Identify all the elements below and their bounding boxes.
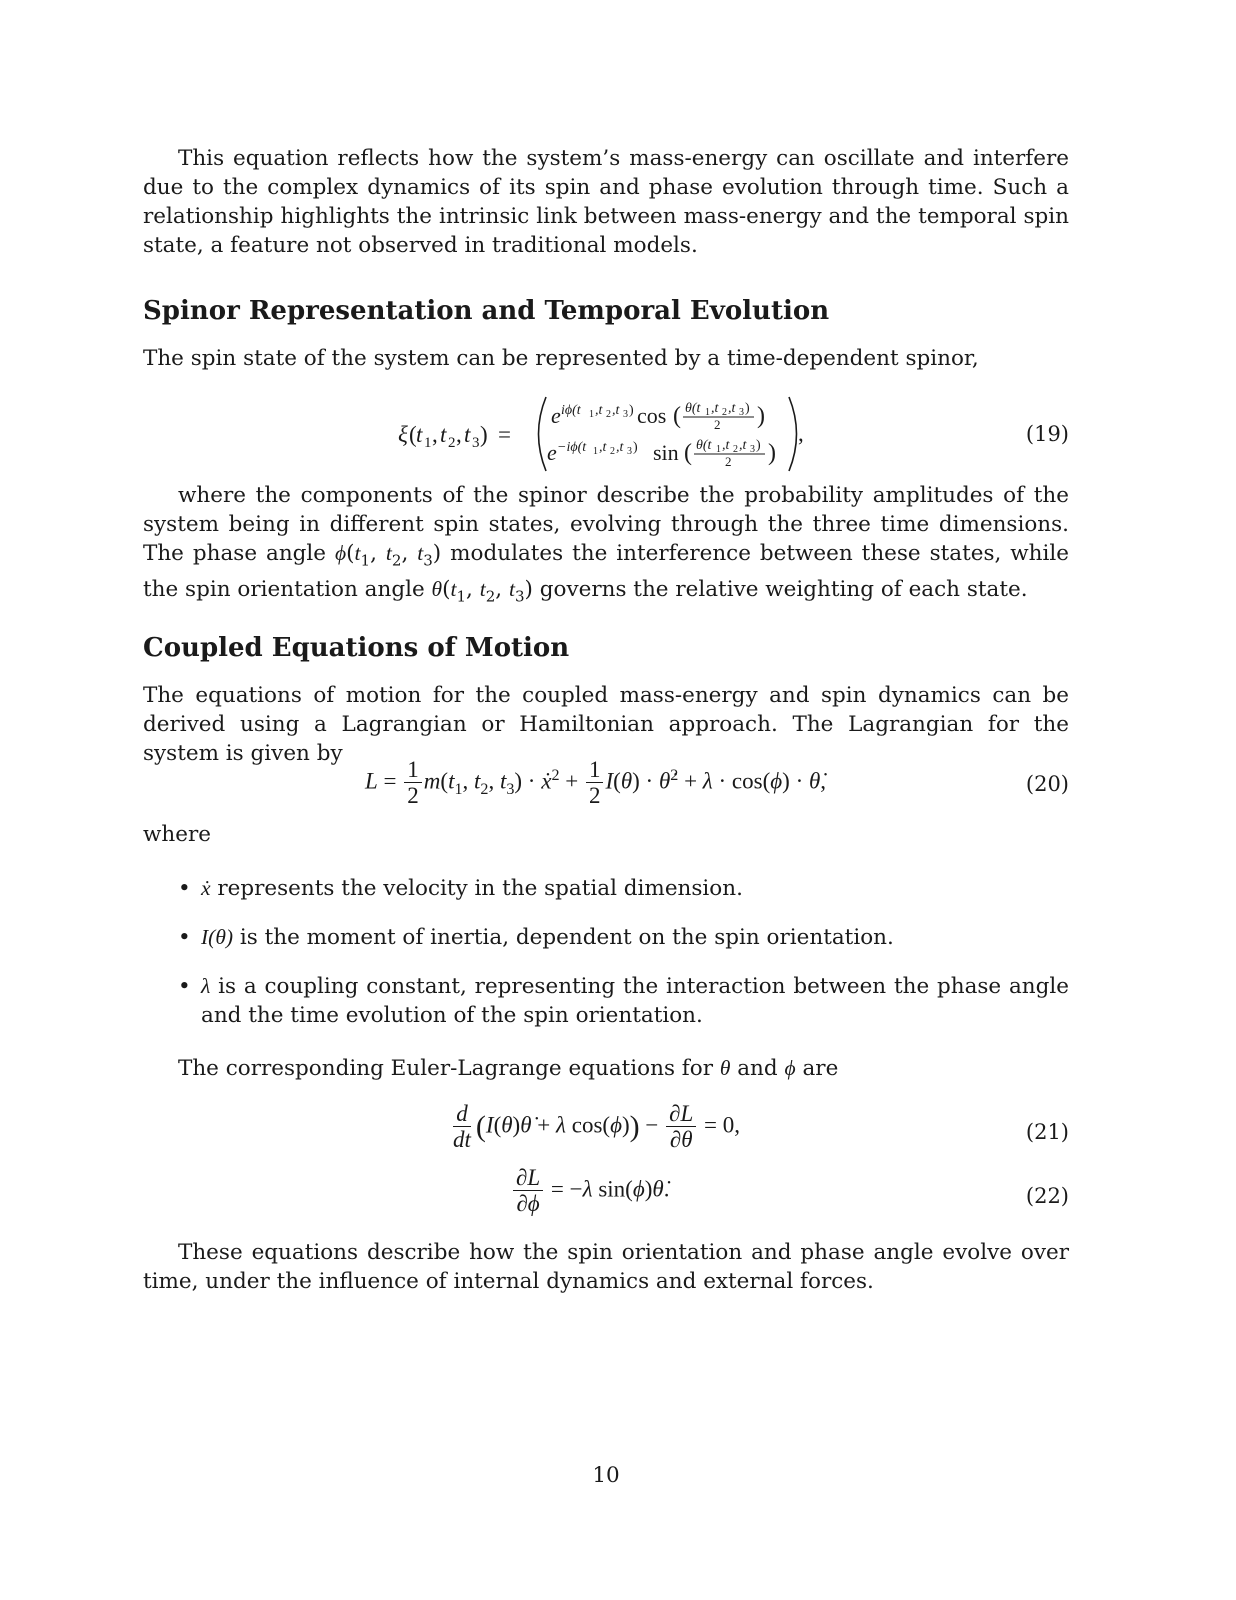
svg-text:1: 1 <box>716 444 721 455</box>
equation-21 <box>143 1102 1069 1162</box>
svg-text:t: t <box>440 422 447 447</box>
svg-text:): ) <box>480 422 488 447</box>
svg-text:3: 3 <box>627 446 632 457</box>
bullet-icon: • <box>178 876 191 901</box>
svg-text:,t: ,t <box>595 403 603 418</box>
svg-text:e: e <box>547 440 557 465</box>
svg-text:2: 2 <box>733 444 738 455</box>
paragraph-lagrangian-intro: The equations of motion for the coupled mass-energy and spin dynamics can be derived using a Lagrangian or Hamiltonian approach. The Lagrangian for the system is given by <box>143 683 1069 766</box>
svg-text:sin: sin <box>653 440 679 465</box>
section-heading-spinor: Spinor Representation and Temporal Evolution <box>143 296 830 326</box>
svg-text:(: ( <box>673 403 681 429</box>
svg-text:1: 1 <box>705 407 710 418</box>
equation-20 <box>143 758 1069 816</box>
svg-text:,t: ,t <box>616 440 624 455</box>
page-number: 10 <box>592 1463 620 1488</box>
svg-text:,: , <box>456 422 462 447</box>
svg-text:=: = <box>498 422 511 447</box>
section-heading-coupled: Coupled Equations of Motion <box>143 633 570 663</box>
list-item: • λ is a coupling constant, representing the interaction between the phase angle and the time evolution of the spin orientation. <box>178 974 1069 1028</box>
lagrangian-equation: L = $\frac{1}{2}$ $m(t_1$, $t_2$, $t_3$) · ẋ$^2$ + $\frac{1}{2}$ I(θ) · θ̇$^2$ + λ · cos(ϕ) · θ̇, <box>365 757 827 809</box>
equation-22 <box>143 1166 1069 1226</box>
svg-text:θ(t: θ(t <box>685 401 701 416</box>
svg-text:): ) <box>757 403 765 429</box>
svg-text:2: 2 <box>722 407 727 418</box>
svg-text:ξ: ξ <box>398 422 408 447</box>
svg-text:,t: ,t <box>728 401 736 416</box>
svg-text:): ) <box>633 440 638 455</box>
svg-text:3: 3 <box>472 435 480 451</box>
svg-text:,t: ,t <box>599 440 607 455</box>
bullet-icon: • <box>178 974 191 999</box>
spinor-equation <box>143 393 1069 475</box>
equation-number-20: (20) <box>1025 772 1069 796</box>
equation-number-22: (22) <box>1025 1184 1069 1208</box>
svg-text:cos: cos <box>637 403 667 428</box>
svg-text:iϕ(t: iϕ(t <box>561 403 581 418</box>
svg-text:): ) <box>629 403 634 418</box>
paragraph-spinor-components: where the components of the spinor describe the probability amplitudes of the system being in different spin states, evolving through the three time dimensions. The phase angle $\phi(t_1$, $t_2$, $t_3$) modulates the interference between these states, while the spin orientation angle $\theta(t_1$, $t_2$, $t_3$) governs the relative weighting of each state. <box>143 483 1069 606</box>
list-item: • ẋ represents the velocity in the spatial dimension. <box>178 876 743 901</box>
paragraph-where: where <box>143 822 211 847</box>
list-item: • I(θ) is the moment of inertia, dependent on the spin orientation. <box>178 925 894 950</box>
svg-text:1: 1 <box>593 446 598 457</box>
svg-text:1: 1 <box>424 435 432 451</box>
svg-text:2: 2 <box>610 446 615 457</box>
svg-text:(: ( <box>409 422 417 447</box>
equation-19 <box>143 393 1069 475</box>
svg-text:,t: ,t <box>739 438 747 453</box>
equation-number-21: (21) <box>1025 1120 1069 1144</box>
svg-text:2: 2 <box>448 435 456 451</box>
svg-text:1: 1 <box>589 409 594 420</box>
svg-text:,: , <box>798 421 804 446</box>
svg-text:3: 3 <box>750 444 755 455</box>
svg-text:2: 2 <box>606 409 611 420</box>
svg-text:3: 3 <box>623 409 628 420</box>
svg-text:): ) <box>745 401 750 416</box>
svg-text:θ(t: θ(t <box>696 438 712 453</box>
svg-text:t: t <box>416 422 423 447</box>
svg-text:): ) <box>768 440 776 466</box>
euler-lagrange-theta: $\frac{d}{dt}$ (I(θ)θ̇ + λ cos(ϕ)) − $\frac{\partial L}{\partial\theta}$ = 0, <box>453 1101 741 1153</box>
paragraph-conclusion: These equations describe how the spin orientation and phase angle evolve over time, under the influence of internal dynamics and external forces. <box>143 1240 1069 1294</box>
bullet-icon: • <box>178 925 191 950</box>
svg-text:2: 2 <box>714 417 721 432</box>
svg-text:e: e <box>551 403 561 428</box>
svg-text:,t: ,t <box>722 438 730 453</box>
equation-number-19: (19) <box>1025 422 1069 446</box>
paragraph-intro: This equation reflects how the system’s mass-energy can oscillate and interfere due to the complex dynamics of its spin and phase evolution through time. Such a relationship highlights the intrinsic link between mass-energy and the temporal spin state, a feature not observed in traditional models. <box>143 146 1069 258</box>
svg-text:−iϕ(t: −iϕ(t <box>557 440 587 455</box>
svg-text:t: t <box>464 422 471 447</box>
variable-list <box>143 874 1069 1030</box>
svg-text:2: 2 <box>725 454 732 469</box>
euler-lagrange-phi: $\frac{\partial L}{\partial\phi}$ = −λ sin(ϕ)θ̇. <box>511 1166 669 1216</box>
svg-text:,t: ,t <box>612 403 620 418</box>
svg-text:,: , <box>432 422 438 447</box>
svg-text:,t: ,t <box>711 401 719 416</box>
svg-text:(: ( <box>684 440 692 466</box>
svg-text:3: 3 <box>739 407 744 418</box>
paragraph-spinor-intro: The spin state of the system can be represented by a time-dependent spinor, <box>143 346 979 371</box>
paragraph-euler-lagrange: The corresponding Euler-Lagrange equations for θ and ϕ are <box>178 1056 839 1081</box>
svg-text:): ) <box>756 438 761 453</box>
